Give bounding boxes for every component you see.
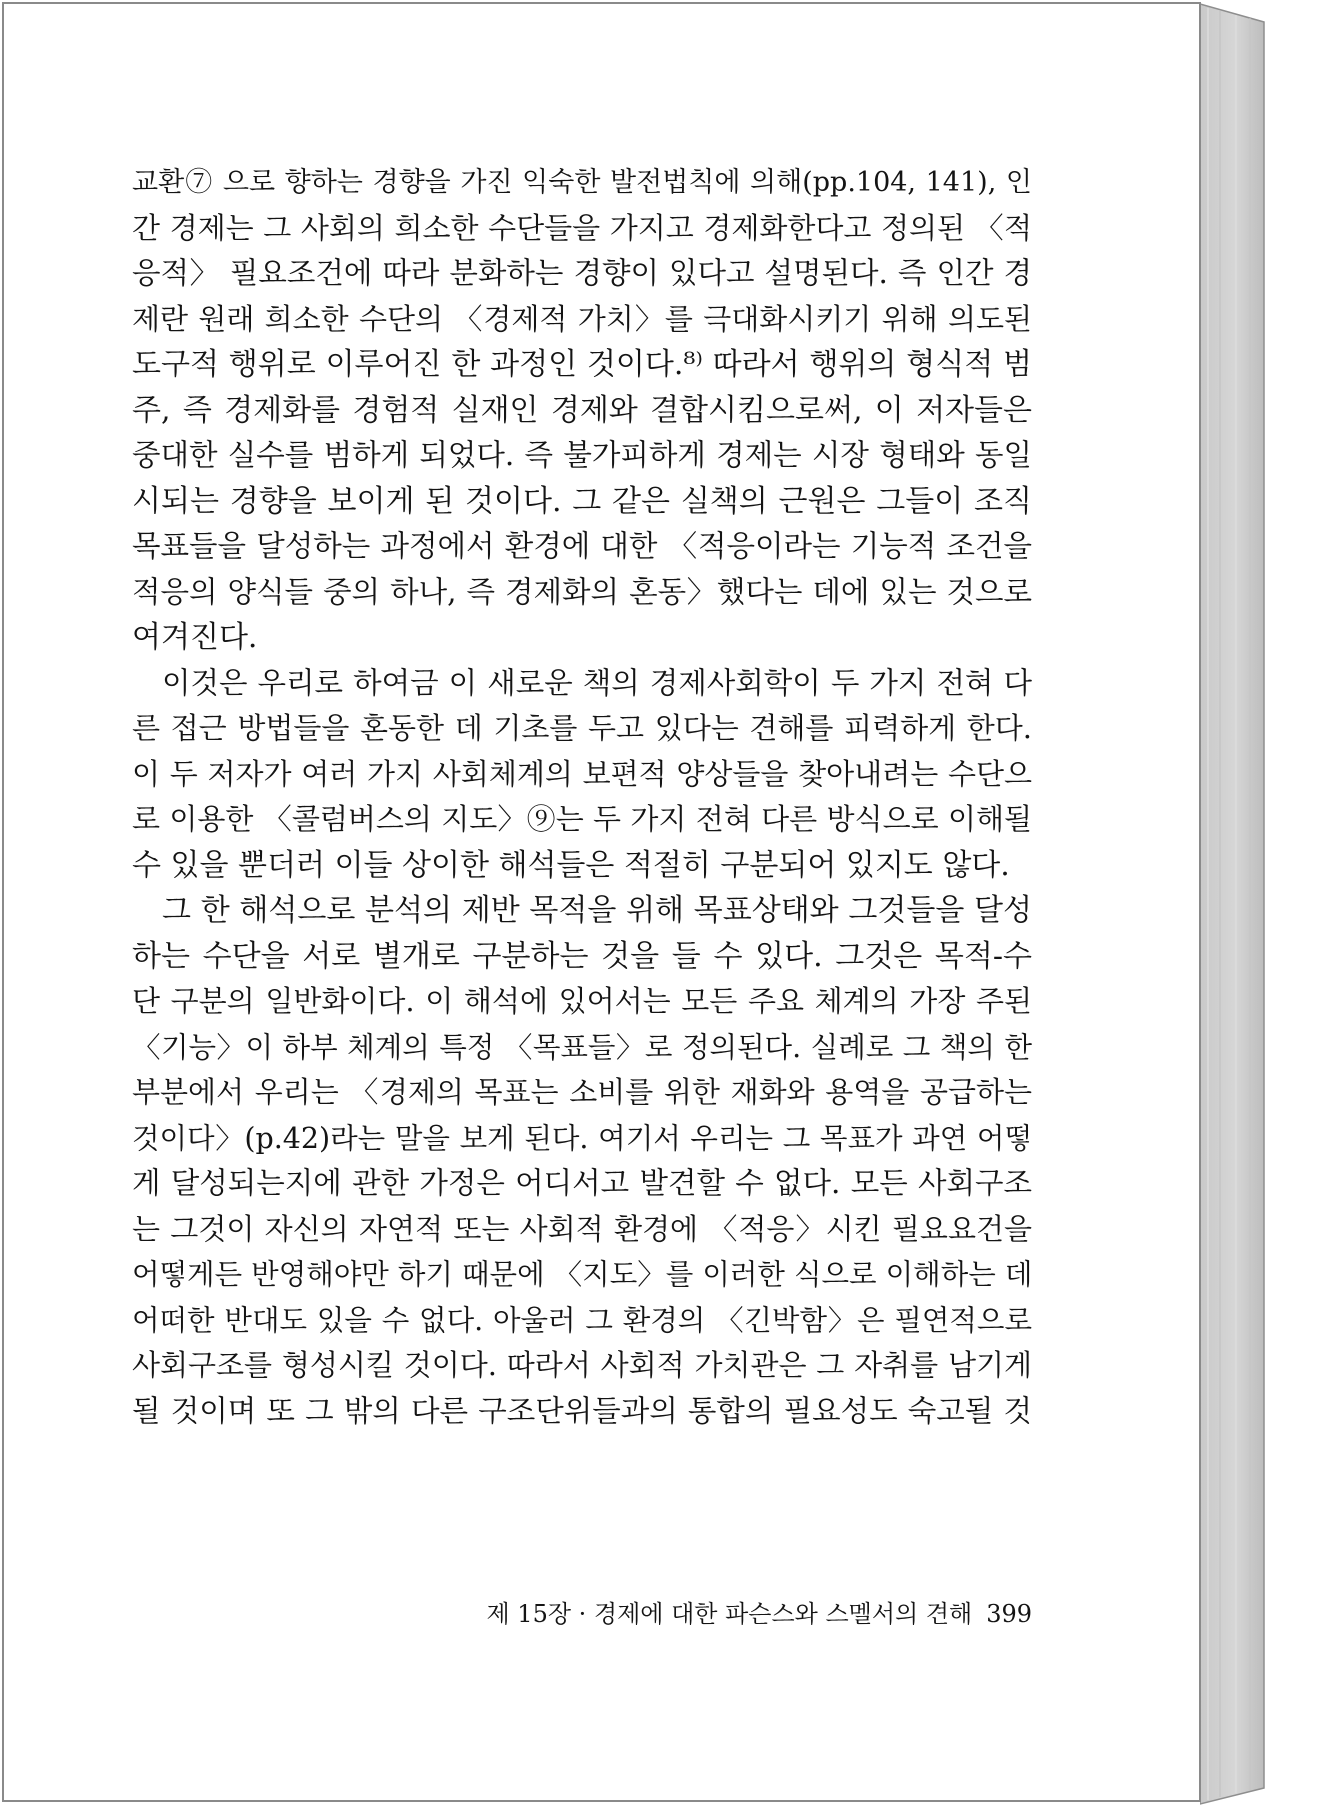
text-line: 응적〉 필요조건에 따라 분화하는 경향이 있다고 설명된다. 즉 인간 경 [132, 256, 1032, 290]
text-line: 어떠한 반대도 있을 수 없다. 아울러 그 환경의 〈긴박함〉은 필연적으로 [132, 1303, 1032, 1337]
text-line: 제란 원래 희소한 수단의 〈경제적 가치〉를 극대화시키기 위해 의도된 [132, 301, 1032, 336]
text-line: 단 구분의 일반화이다. 이 해석에 있어서는 모든 주요 체계의 가장 주된 [132, 984, 1032, 1018]
text-line: 게 달성되는지에 관한 가정은 어디서고 발견할 수 없다. 모든 사회구조 [132, 1166, 1032, 1200]
text-line: 른 접근 방법들을 혼동한 데 기초를 두고 있다는 견해를 피력하게 한다. [132, 711, 1032, 745]
text-line: 로 이용한 〈콜럼버스의 지도〉⑨는 두 가지 전혀 다른 방식으로 이해될 [132, 802, 1032, 836]
text-line: 어떻게든 반영해야만 하기 때문에 〈지도〉를 이러한 식으로 이해하는 데 [132, 1258, 1033, 1291]
paragraph-2 [132, 661, 1032, 889]
paragraph-3 [132, 888, 1032, 1434]
text-line: 여겨진다. [132, 620, 258, 655]
text-line: 교환⑦ 으로 향하는 경향을 가진 익숙한 발전법칙에 의해(pp.104, 141), 인 [132, 167, 1032, 198]
text-line: 될 것이며 또 그 밖의 다른 구조단위들과의 통합의 필요성도 숙고될 것 [132, 1393, 1032, 1428]
text-line: 이 두 저자가 여러 가지 사회체계의 보편적 양상들을 찾아내려는 수단으 [132, 756, 1032, 791]
text-line: 부분에서 우리는 〈경제의 목표는 소비를 위한 재화와 용역을 공급하는 [132, 1075, 1032, 1109]
text-line: 는 그것이 자신의 자연적 또는 사회적 환경에 〈적응〉시킨 필요요건을 [132, 1211, 1032, 1246]
text-line: 이것은 우리로 하여금 이 새로운 책의 경제사회학이 두 가지 전혀 다 [162, 665, 1032, 700]
page-footer [440, 1594, 1032, 1629]
text-line: 주, 즉 경제화를 경험적 실재인 경제와 결합시킴으로써, 이 저자들은 [132, 392, 1032, 428]
text-line: 사회구조를 형성시킬 것이다. 따라서 사회적 가치관은 그 자취를 남기게 [132, 1348, 1032, 1382]
text-line: 하는 수단을 서로 별개로 구분하는 것을 들 수 있다. 그것은 목적-수 [132, 938, 1032, 974]
text-line: 시되는 경향을 보이게 된 것이다. 그 같은 실책의 근원은 그들이 조직 [132, 483, 1032, 519]
running-head: 제 15장 · 경제에 대한 파슨스와 스멜서의 견해 [486, 1600, 973, 1628]
paragraph-1 [132, 160, 1032, 661]
text-line: 적응의 양식들 중의 하나, 즉 경제화의 혼동〉했다는 데에 있는 것으로 [132, 574, 1032, 609]
text-line: 것이다〉(p.42)라는 말을 보게 된다. 여기서 우리는 그 목표가 과연 어떻 [132, 1121, 1032, 1155]
text-line: 수 있을 뿐더러 이들 상이한 해석들은 적절히 구분되어 있지도 않다. [132, 847, 1010, 883]
text-line: 〈기능〉이 하부 체계의 특정 〈목표들〉로 정의된다. 실례로 그 책의 한 [132, 1030, 1032, 1064]
body-text [132, 160, 1032, 1434]
text-line: 도구적 행위로 이루어진 한 과정인 것이다.⁸⁾ 따라서 행위의 형식적 범 [132, 347, 1032, 382]
text-line: 중대한 실수를 범하게 되었다. 즉 불가피하게 경제는 시장 형태와 동일 [132, 438, 1032, 472]
text-line: 목표들을 달성하는 과정에서 환경에 대한 〈적응이라는 기능적 조건을 [132, 529, 1032, 563]
text-line: 간 경제는 그 사회의 희소한 수단들을 가지고 경제화한다고 정의된 〈적 [132, 210, 1032, 245]
page-number: 399 [986, 1600, 1032, 1628]
page-stack-edge [1200, 0, 1326, 1806]
text-line: 그 한 해석으로 분석의 제반 목적을 위해 목표상태와 그것들을 달성 [162, 893, 1032, 928]
